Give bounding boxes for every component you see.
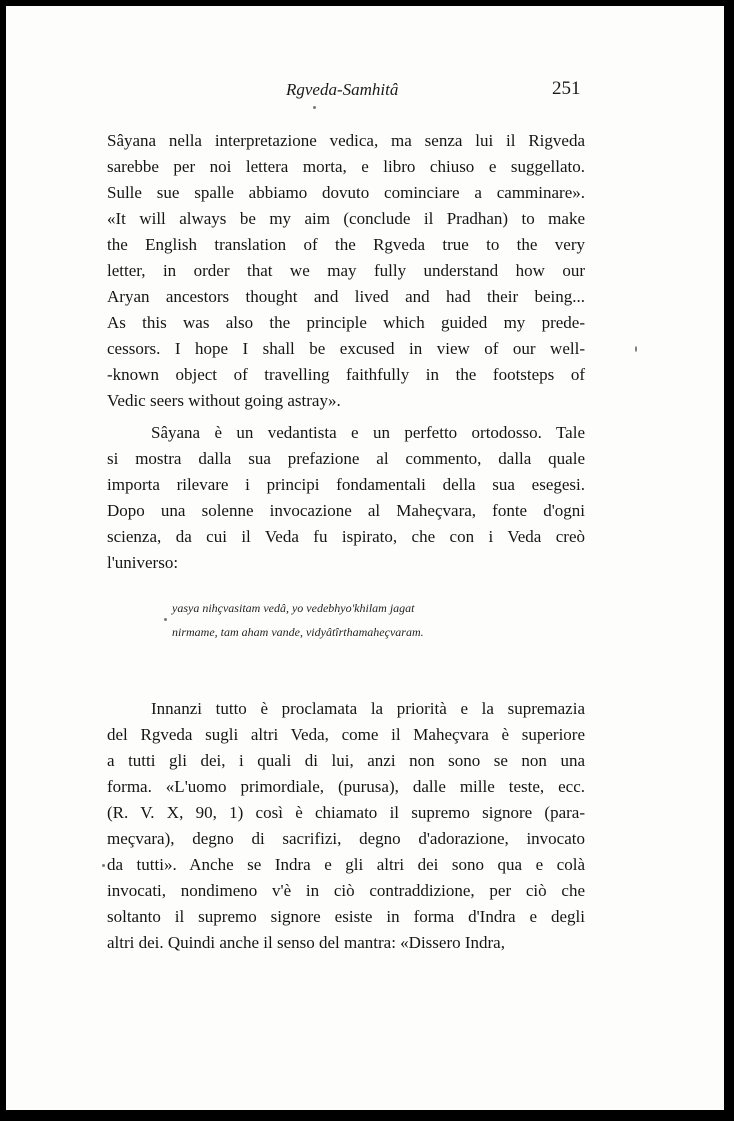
scan-speck — [635, 346, 637, 352]
running-title: Rgveda-Samhitâ — [286, 80, 399, 99]
text-line: a tutti gli dei, i quali di lui, anzi non sono se non una — [107, 751, 585, 770]
text-line: soltanto il supremo signore esiste in forma d'Indra e degli — [107, 907, 585, 926]
text-line: del Rgveda sugli altri Veda, come il Maheçvara è superiore — [107, 725, 585, 744]
text-line: sarebbe per noi lettera morta, e libro chiuso e suggellato. — [107, 157, 585, 176]
text-line: «It will always be my aim (conclude il Pradhan) to make — [107, 209, 585, 228]
text-line: (R. V. X, 90, 1) così è chiamato il supremo signore (para- — [107, 803, 585, 822]
paragraph-vedantista — [107, 420, 585, 576]
paragraph-sayana-quote — [107, 128, 585, 414]
text-line: Sâyana nella interpretazione vedica, ma senza lui il Rigveda — [107, 131, 585, 150]
scan-speck — [313, 106, 316, 109]
running-head — [6, 76, 724, 104]
text-line: l'universo: — [107, 553, 179, 572]
text-line: Vedic seers without going astray». — [107, 391, 341, 410]
scan-speck — [164, 618, 167, 621]
text-line: Sulle sue spalle abbiamo dovuto cominciare a camminare». — [107, 183, 585, 202]
text-line: forma. «L'uomo primordiale, (purusa), dalle mille teste, ecc. — [107, 777, 585, 796]
text-line: scienza, da cui il Veda fu ispirato, che con i Veda creò — [107, 527, 585, 546]
scan-speck — [102, 864, 105, 867]
page-number: 251 — [552, 78, 581, 99]
text-line: Innanzi tutto è proclamata la priorità e la supremazia — [151, 699, 585, 718]
text-line: meçvara), degno di sacrifizi, degno d'adorazione, invocato — [107, 829, 585, 848]
text-line: cessors. I hope I shall be excused in view of our well- — [107, 339, 585, 358]
sanskrit-verse — [172, 596, 572, 644]
text-line: the English translation of the Rgveda true to the very — [107, 235, 585, 254]
verse-line: nirmame, tam aham vande, vidyâtîrthamaheçvaram. — [172, 625, 424, 639]
paragraph-priorita — [107, 696, 585, 956]
text-line: da tutti». Anche se Indra e gli altri dei sono qua e colà — [107, 855, 585, 874]
text-line: Dopo una solenne invocazione al Maheçvara, fonte d'ogni — [107, 501, 585, 520]
text-line: As this was also the principle which guided my prede- — [107, 313, 585, 332]
text-line: invocati, nondimeno v'è in ciò contraddizione, per ciò che — [107, 881, 585, 900]
text-line: -known object of travelling faithfully in the footsteps of — [107, 365, 585, 384]
text-line: Aryan ancestors thought and lived and had their being... — [107, 287, 585, 306]
verse-line: yasya nihçvasitam vedâ, yo vedebhyo'khilam jagat — [172, 601, 415, 615]
text-line: letter, in order that we may fully understand how our — [107, 261, 585, 280]
text-line: altri dei. Quindi anche il senso del mantra: «Dissero Indra, — [107, 933, 505, 952]
text-line: Sâyana è un vedantista e un perfetto ortodosso. Tale — [151, 423, 585, 442]
text-line: importa rilevare i principi fondamentali della sua esegesi. — [107, 475, 585, 494]
book-page — [6, 6, 724, 1110]
text-line: si mostra dalla sua prefazione al commento, dalla quale — [107, 449, 585, 468]
